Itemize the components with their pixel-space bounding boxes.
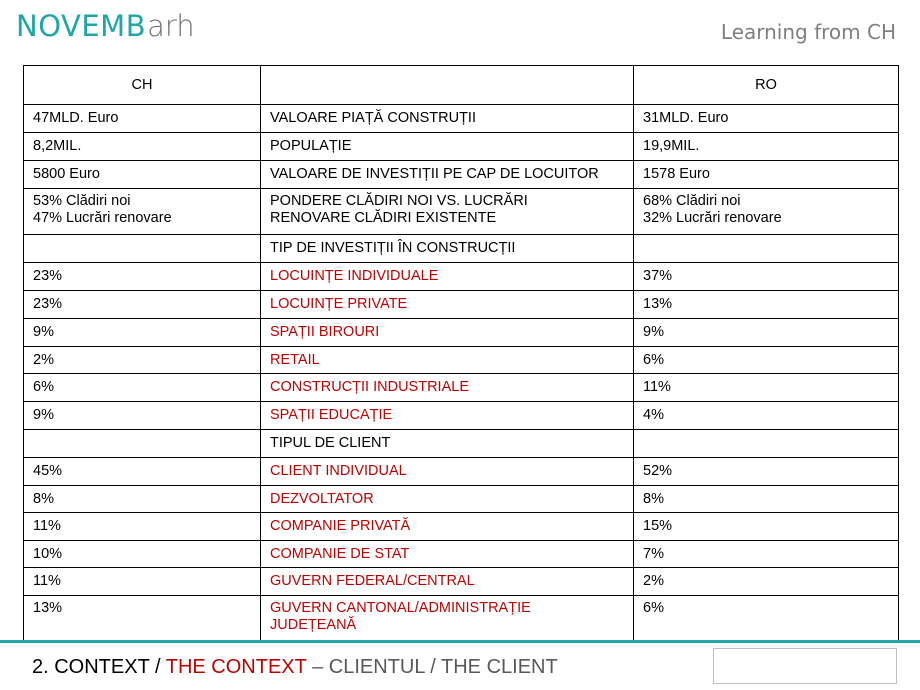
- cell-ch: 13%: [24, 596, 261, 642]
- cell-ro: 15%: [634, 513, 899, 541]
- header-ch: CH: [24, 66, 261, 105]
- cell-ro: 52%: [634, 458, 899, 486]
- table-header-row: [24, 66, 899, 105]
- cell-ch: 11%: [24, 568, 261, 596]
- cell-ro: 9%: [634, 319, 899, 347]
- cell-ro: 13%: [634, 291, 899, 319]
- cell-ch: 5800 Euro: [24, 161, 261, 189]
- cell-label: TIPUL DE CLIENT: [261, 430, 634, 458]
- footer-divider: [0, 640, 920, 643]
- cell-ch: 10%: [24, 541, 261, 568]
- table-row: [24, 291, 899, 319]
- table-row: [24, 319, 899, 347]
- cell-ro: 1578 Euro: [634, 161, 899, 189]
- cell-label: LOCUINȚE PRIVATE: [261, 291, 634, 319]
- cell-ch: 9%: [24, 319, 261, 347]
- cell-ch: 11%: [24, 513, 261, 541]
- cell-ch: [24, 430, 261, 458]
- cell-ch: 23%: [24, 291, 261, 319]
- footer-part-3: – CLIENTUL / THE CLIENT: [306, 656, 558, 678]
- cell-ro: 11%: [634, 374, 899, 402]
- table-row: [24, 513, 899, 541]
- cell-ro: 31MLD. Euro: [634, 105, 899, 133]
- table-row: [24, 402, 899, 430]
- table-row: [24, 133, 899, 161]
- cell-ch: 6%: [24, 374, 261, 402]
- cell-label: VALOARE DE INVESTIȚII PE CAP DE LOCUITOR: [261, 161, 634, 189]
- cell-label: COMPANIE DE STAT: [261, 541, 634, 568]
- cell-ch: [24, 235, 261, 263]
- cell-label: PONDERE CLĂDIRI NOI VS. LUCRĂRI RENOVARE CLĂDIRI EXISTENTE: [261, 189, 634, 235]
- table-row: [24, 596, 899, 642]
- cell-ch: 8%: [24, 486, 261, 513]
- cell-ro: 68% Clădiri noi 32% Lucrări renovare: [634, 189, 899, 235]
- cell-ro: [634, 430, 899, 458]
- table-row: [24, 161, 899, 189]
- table-row: [24, 430, 899, 458]
- cell-ch: 9%: [24, 402, 261, 430]
- cell-label: LOCUINȚE INDIVIDUALE: [261, 263, 634, 291]
- cell-label: RETAIL: [261, 347, 634, 374]
- cell-ro: 19,9MIL.: [634, 133, 899, 161]
- cell-ro: [634, 235, 899, 263]
- cell-label: SPAȚII EDUCAȚIE: [261, 402, 634, 430]
- header-middle: [261, 66, 634, 105]
- table-row: [24, 263, 899, 291]
- cell-label: COMPANIE PRIVATĂ: [261, 513, 634, 541]
- cell-label: SPAȚII BIROURI: [261, 319, 634, 347]
- cell-ro: 7%: [634, 541, 899, 568]
- cell-label: DEZVOLTATOR: [261, 486, 634, 513]
- logo: [16, 9, 195, 43]
- table-row: [24, 541, 899, 568]
- cell-ch: 53% Clădiri noi 47% Lucrări renovare: [24, 189, 261, 235]
- cell-ro: 8%: [634, 486, 899, 513]
- cell-ro: 4%: [634, 402, 899, 430]
- cell-ch: 8,2MIL.: [24, 133, 261, 161]
- logo-part-2: arh: [147, 9, 195, 43]
- footer-box: [713, 648, 897, 684]
- cell-ch: 45%: [24, 458, 261, 486]
- cell-ro: 37%: [634, 263, 899, 291]
- cell-label: CONSTRUCȚII INDUSTRIALE: [261, 374, 634, 402]
- cell-ro: 6%: [634, 347, 899, 374]
- table-row: [24, 105, 899, 133]
- header-ro: RO: [634, 66, 899, 105]
- table-row: [24, 374, 899, 402]
- footer-part-2: THE CONTEXT: [165, 656, 307, 678]
- cell-ch: 47MLD. Euro: [24, 105, 261, 133]
- table-row: [24, 568, 899, 596]
- cell-ro: 6%: [634, 596, 899, 642]
- cell-label: GUVERN FEDERAL/CENTRAL: [261, 568, 634, 596]
- table-row: [24, 458, 899, 486]
- cell-label: TIP DE INVESTIȚII ÎN CONSTRUCȚII: [261, 235, 634, 263]
- cell-ro: 2%: [634, 568, 899, 596]
- table-row: [24, 486, 899, 513]
- cell-ch: 23%: [24, 263, 261, 291]
- cell-ch: 2%: [24, 347, 261, 374]
- footer-caption: [32, 656, 558, 679]
- table-row: [24, 347, 899, 374]
- cell-label: GUVERN CANTONAL/ADMINISTRAȚIE JUDEȚEANĂ: [261, 596, 634, 642]
- slide-title: Learning from CH: [720, 20, 896, 44]
- table-row: [24, 189, 899, 235]
- cell-label: POPULAȚIE: [261, 133, 634, 161]
- table-row: [24, 235, 899, 263]
- logo-part-1: NOVEMB: [16, 9, 147, 43]
- footer-part-1: 2. CONTEXT /: [32, 656, 166, 678]
- comparison-table: [23, 65, 899, 642]
- cell-label: CLIENT INDIVIDUAL: [261, 458, 634, 486]
- cell-label: VALOARE PIAȚĂ CONSTRUȚII: [261, 105, 634, 133]
